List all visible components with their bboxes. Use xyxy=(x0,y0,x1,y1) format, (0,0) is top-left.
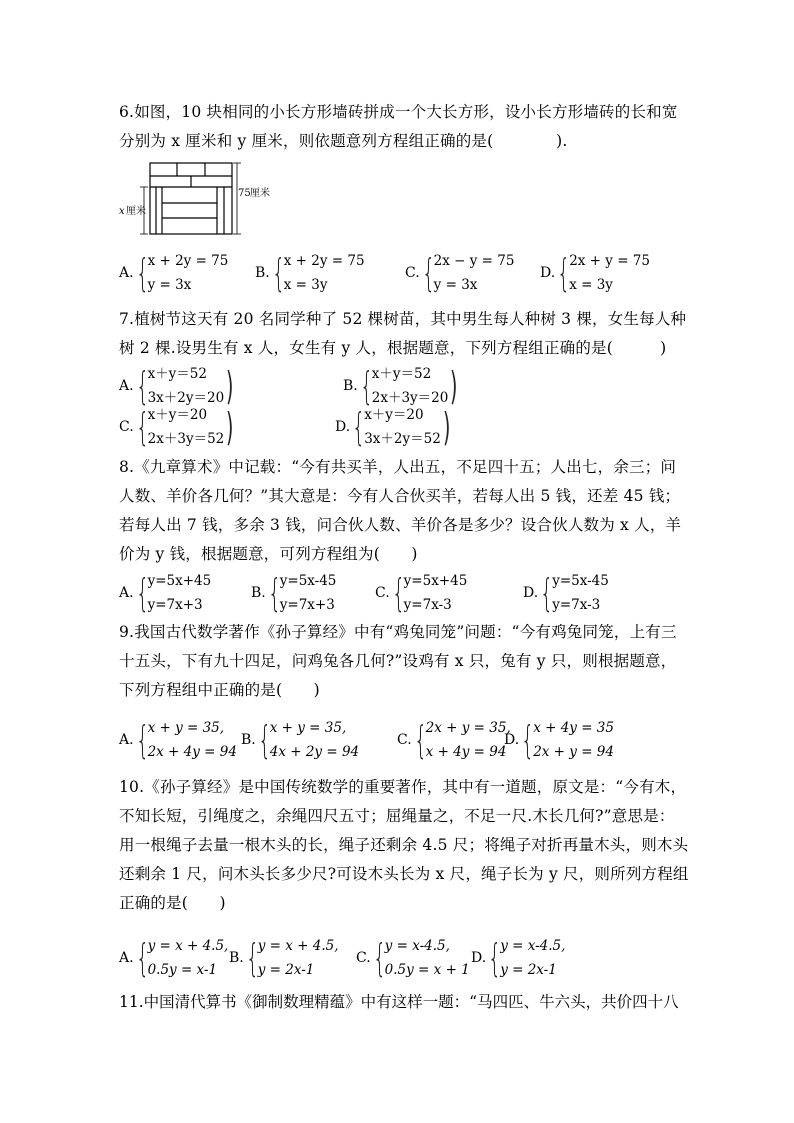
option-a[interactable]: A. { y = x + 4.5, 0.5y = x-1 xyxy=(119,936,229,980)
option-b[interactable]: B. { y = x + 4.5, y = 2x-1 xyxy=(229,936,339,980)
option-c[interactable]: C. { y=5x+45 y=7x-3 xyxy=(375,571,468,615)
option-d[interactable]: D. { x + 4y = 35 2x + y = 94 xyxy=(504,718,614,762)
option-c[interactable]: C. { y = x-4.5, 0.5y = x + 1 xyxy=(356,936,470,980)
option-c[interactable]: C. { 2x − y = 75 y = 3x xyxy=(405,251,515,295)
question-8-options xyxy=(119,570,679,616)
question-7-options-row1 xyxy=(119,363,679,409)
option-a[interactable]: A. { x + y = 35, 2x + 4y = 94 xyxy=(119,718,237,762)
option-a[interactable]: A. { y=5x+45 y=7x+3 xyxy=(119,571,212,615)
option-a[interactable]: A. { x＋y＝52 3x＋2y＝20 ) xyxy=(119,364,234,408)
question-11-text: 11.中国清代算书《御制数理精蕴》中有这样一题：“马四匹、牛六头，共价四十八 xyxy=(119,993,679,1011)
question-6-text: 6.如图，10 块相同的小长方形墙砖拼成一个大长方形，设小长方形墙砖的长和宽分别为 x 厘米和 y 厘米，则依题意列方程组正确的是( ). xyxy=(119,103,678,150)
question-10-text: 10.《孙子算经》是中国传统数学的重要著作，其中有一道题，原文是：“今有木，不知长短，引绳度之，余绳四尺五寸；屈绳量之，不足一尺.木长几何?”意思是：用一根绳子去量一根木头的长，绳子还剩余 4.5 尺；将绳子对折再量木头，则木头还剩余 1 尺，问木头长多少尺?可设木头长为 x 尺，绳子长为 y 尺，则所列方程组正确的是( ) xyxy=(119,778,689,912)
option-b[interactable]: B. { y=5x-45 y=7x+3 xyxy=(251,571,337,615)
question-10-options xyxy=(119,935,679,981)
question-7-options-row2 xyxy=(119,404,679,450)
option-d[interactable]: D. { 2x + y = 75 x = 3y xyxy=(540,251,650,295)
option-b[interactable]: B. { x + y = 35, 4x + 2y = 94 xyxy=(241,718,360,762)
question-6-options xyxy=(119,250,679,296)
figure-label-cm-left: 厘米 xyxy=(126,206,146,217)
figure-label-cm-right: 厘米 xyxy=(250,188,270,199)
question-7-text: 7.植树节这天有 20 名同学种了 52 棵树苗，其中男生每人种树 3 棵，女生每人种树 2 棵.设男生有 x 人，女生有 y 人，根据题意，下列方程组正确的是( ) xyxy=(119,310,687,357)
question-9-text: 9.我国古代数学著作《孙子算经》中有“鸡兔同笼”问题：“今有鸡兔同笼，上有三十五头，下有九十四足，问鸡兔各几何?”设鸡有 x 只，兔有 y 只，则根据题意，下列方程组中正确的是( ) xyxy=(119,623,677,699)
option-d[interactable]: D. { x＋y＝20 3x＋2y＝52 ) xyxy=(335,405,451,449)
option-a[interactable]: A. { x + 2y = 75 y = 3x xyxy=(119,251,229,295)
question-6-figure xyxy=(114,160,284,240)
question-8-text: 8.《九章算术》中记载：“今有共买羊，人出五，不足四十五；人出七，余三；问人数、羊价各几何？”其大意是：今有人合伙买羊，若每人出 5 钱，还差 45 钱；若每人出 7 钱，多余 3 钱，问合伙人数、羊价各是多少？设合伙人数为 x 人，羊价为 y 钱，根据题意，可列方程组为( ) xyxy=(119,458,682,563)
option-b[interactable]: B. { x + 2y = 75 x = 3y xyxy=(255,251,365,295)
figure-label-75: 75 xyxy=(238,188,251,199)
option-b[interactable]: B. { x＋y＝52 2x＋3y＝20 ) xyxy=(343,364,458,408)
figure-label-x: x xyxy=(119,206,125,217)
option-c[interactable]: C. { 2x + y = 35, x + 4y = 94 xyxy=(397,718,511,762)
option-d[interactable]: D. { y = x-4.5, y = 2x-1 xyxy=(471,936,566,980)
question-9-options xyxy=(119,717,679,763)
option-c[interactable]: C. { x＋y＝20 2x＋3y＝52 ) xyxy=(119,405,234,449)
option-d[interactable]: D. { y=5x-45 y=7x-3 xyxy=(523,571,609,615)
